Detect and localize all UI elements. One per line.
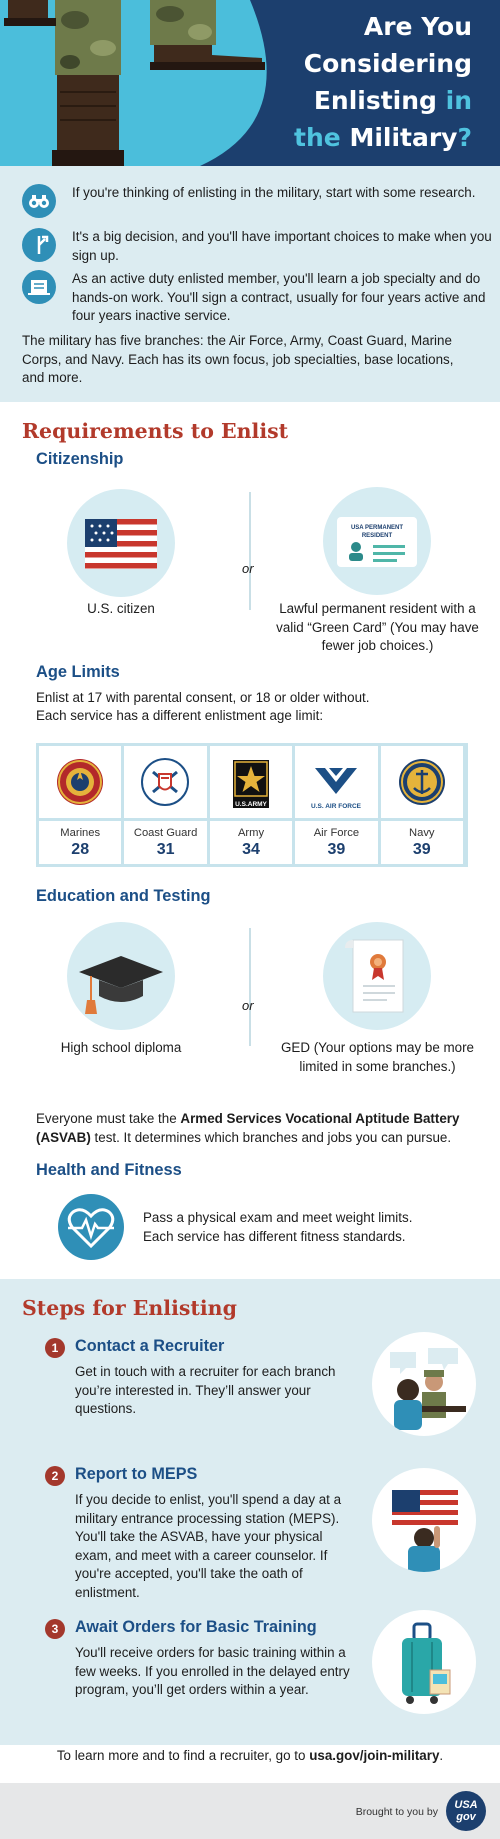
step-number: 1 (45, 1338, 65, 1358)
service-navy (381, 746, 463, 864)
step-text-meps: If you decide to enlist, you'll spend a day at a military entrance processing station (MEPS). You'll take the ASVAB, have your physical exam, and meet with a career counselor. If you're accepted, you'll take the oath of enlistment. (75, 1492, 342, 1600)
learn-more-text (0, 1747, 500, 1765)
step-title-recruiter: Contact a Recruiter (75, 1337, 225, 1355)
service-name: Army (237, 827, 265, 839)
marines-logo-cell (39, 746, 121, 818)
luggage-illustration (372, 1610, 476, 1714)
service-age: 39 (327, 841, 346, 858)
health-illustration (58, 1194, 124, 1260)
coast-guard-emblem-icon (142, 759, 188, 805)
title-line-3 (222, 82, 472, 119)
title-line-4 (222, 119, 472, 156)
title-enlisting: Enlisting (313, 86, 446, 115)
page-title (222, 8, 472, 156)
requirements-heading: Requirements to Enlist (22, 419, 289, 443)
coast-guard-logo-cell (124, 746, 206, 818)
age-limits-text-2: Each service has a different enlistment age limit: (36, 708, 324, 723)
service-age: 34 (242, 841, 260, 858)
service-age: 39 (412, 841, 431, 858)
ged-certificate-illustration (323, 922, 431, 1030)
us-flag-icon (85, 519, 157, 569)
marines-emblem-icon (57, 759, 103, 805)
title-military: Military (349, 123, 458, 152)
graduation-cap-illustration (67, 922, 175, 1030)
join-military-link[interactable]: usa.gov/join-military (309, 1748, 440, 1763)
contract-icon (22, 270, 56, 304)
card-title-line-2: RESIDENT (361, 533, 393, 539)
brought-by-text: Brought to you by (355, 1806, 438, 1818)
education-heading: Education and Testing (36, 887, 211, 905)
graduation-cap-icon (79, 956, 163, 1014)
title-line-2: Considering (303, 49, 472, 78)
citizenship-or: or (242, 561, 254, 576)
asvab-text-a: Everyone must take the (36, 1111, 181, 1126)
learn-more-a: To learn more and to find a recruiter, go to (56, 1748, 310, 1763)
certificate-icon (345, 940, 403, 1012)
title-line-1: Are You (363, 12, 472, 41)
marines-age-cell (39, 821, 121, 864)
oath-illustration (372, 1468, 476, 1572)
green-card-caption: Lawful permanent resident with a valid “Green Card” (You may have fewer job choices.) (276, 601, 479, 653)
step-title-basic-training: Await Orders for Basic Training (75, 1618, 317, 1636)
learn-more-c: . (439, 1748, 444, 1763)
intro-text-active-duty: As an active duty enlisted member, you'll learn a job specialty and do hands-on work. You'll sign a contract, usually for four years active and four years inactive service. (72, 271, 486, 323)
green-card-illustration (323, 487, 431, 595)
ged-caption: GED (Your options may be more limited in some branches.) (280, 1040, 474, 1074)
health-heading: Health and Fitness (36, 1161, 182, 1179)
health-text: Pass a physical exam and meet weight limits. Each service has different fitness standards. (143, 1210, 413, 1244)
navy-age-cell (381, 821, 463, 864)
service-coast-guard (124, 746, 206, 864)
age-limits-heading: Age Limits (36, 663, 120, 681)
service-age: 31 (156, 841, 175, 858)
age-limits-table (36, 743, 468, 867)
direction-sign-icon (22, 228, 56, 262)
service-age: 28 (71, 841, 90, 858)
service-marines (39, 746, 121, 864)
intro-text-decision: It's a big decision, and you'll have important choices to make when you sign up. (72, 229, 492, 263)
steps-heading: Steps for Enlisting (22, 1296, 237, 1320)
logo-gov: gov (456, 1811, 476, 1823)
steps-section (0, 1279, 500, 1745)
title-question: ? (457, 123, 472, 152)
air-force-logo-text: U.S. AIR FORCE (311, 803, 362, 810)
army-logo-cell (210, 746, 292, 818)
service-name: Navy (409, 827, 435, 839)
intro-text-research: If you're thinking of enlisting in the military, start with some research. (72, 185, 476, 200)
recruiter-meeting-icon (390, 1348, 466, 1430)
asvab-text (36, 1110, 481, 1147)
service-name: Marines (60, 827, 101, 839)
navy-logo-cell (381, 746, 463, 818)
title-in: in (445, 86, 472, 115)
step-number: 3 (45, 1619, 65, 1639)
suitcase-icon (402, 1624, 450, 1704)
service-air-force (295, 746, 377, 864)
diploma-caption: High school diploma (60, 1040, 182, 1055)
service-name: Coast Guard (133, 827, 198, 839)
heart-pulse-icon (68, 1210, 114, 1246)
step-text-basic-training: You'll receive orders for basic training within a few weeks. If you enrolled in the delayed entry program, you’ll get orders within a year. (75, 1645, 350, 1697)
coast-guard-age-cell (124, 821, 206, 864)
air-force-wings-icon (311, 768, 362, 810)
step-number: 2 (45, 1466, 65, 1486)
header-banner (0, 0, 500, 166)
navy-emblem-icon (399, 759, 445, 805)
citizenship-divider (249, 492, 251, 610)
card-title-line-1: USA PERMANENT (350, 525, 404, 531)
us-citizen-caption: U.S. citizen (87, 601, 155, 616)
asvab-name: Armed Services Vocational Aptitude Battery (ASVAB) (36, 1111, 460, 1145)
footer-bar (0, 1783, 500, 1839)
asvab-text-c: test. It determines which branches and jobs you can pursue. (90, 1129, 452, 1145)
title-the: the (294, 123, 350, 152)
service-name: Air Force (313, 827, 360, 839)
air-force-age-cell (295, 821, 377, 864)
army-age-cell (210, 821, 292, 864)
oath-flag-icon (392, 1490, 458, 1572)
step-text-recruiter: Get in touch with a recruiter for each branch you’re interested in. They’ll answer your questions. (75, 1364, 336, 1416)
binoculars-icon (22, 184, 56, 218)
recruiter-illustration (372, 1332, 476, 1436)
intro-branches-text: The military has five branches: the Air Force, Army, Coast Guard, Marine Corps, and Navy. Each has its own focus, job specialties, base locations, and more. (22, 333, 454, 385)
army-star-icon (233, 760, 269, 808)
usagov-logo[interactable] (446, 1791, 486, 1831)
education-or: or (242, 998, 254, 1013)
army-logo-text: U.S.ARMY (234, 801, 267, 808)
age-limits-text-1: Enlist at 17 with parental consent, or 18 or older without. (36, 690, 370, 705)
intro-section (0, 166, 500, 402)
service-army (210, 746, 292, 864)
us-flag-illustration (67, 489, 175, 597)
education-divider (249, 928, 251, 1046)
step-title-meps: Report to MEPS (75, 1465, 198, 1483)
id-card-icon (337, 517, 417, 567)
logo-usa: USA (454, 1799, 478, 1811)
citizenship-heading: Citizenship (36, 450, 124, 468)
air-force-logo-cell (295, 746, 377, 818)
